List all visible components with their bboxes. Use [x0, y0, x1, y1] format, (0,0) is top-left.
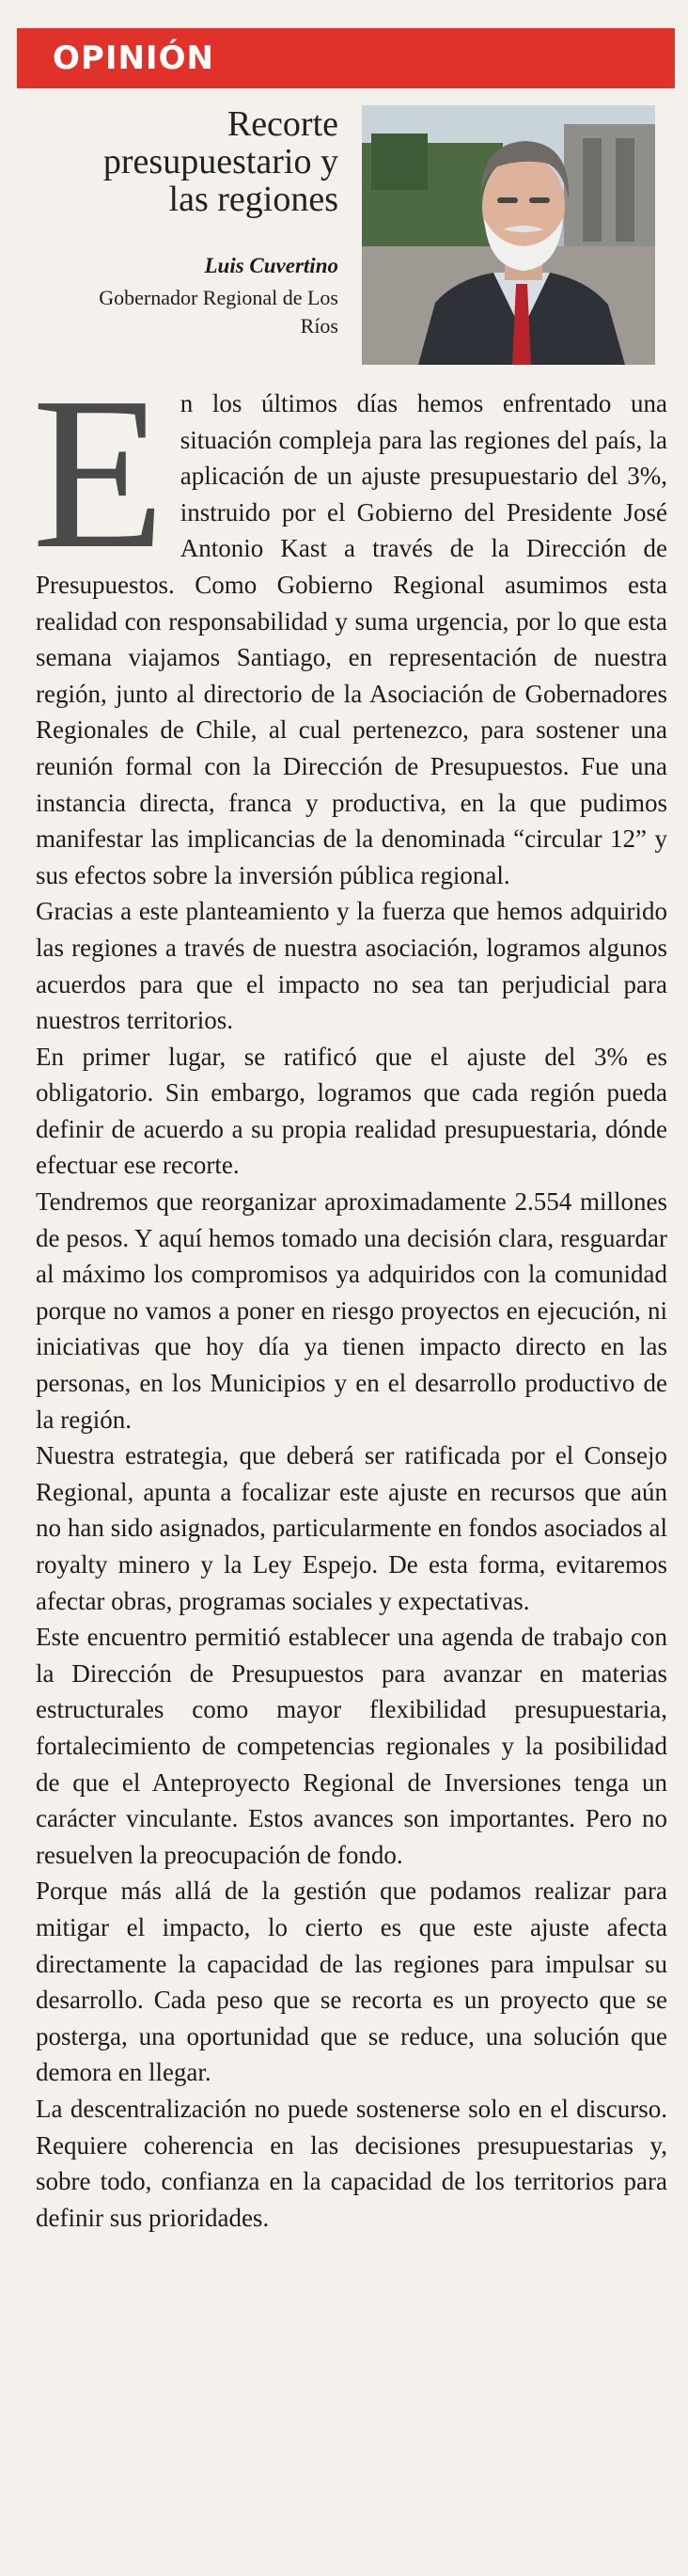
drop-cap: E: [32, 353, 165, 594]
section-label: OPINIÓN: [53, 39, 214, 77]
article-body: [32, 353, 667, 2236]
paragraph: En primer lugar, se ratificó que el ajuste del 3% es obligatorio. Sin embargo, logramos que cada región pueda definir de acuerdo a su propia realidad presupuestaria, dónde efectuar ese recorte.: [36, 1042, 667, 1180]
author-photo: [362, 105, 655, 365]
paragraph: Porque más allá de la gestión que podamos realizar para mitigar el impacto, lo cierto es que este ajuste afecta directamente la capacidad de las regiones para impulsar su desarrollo. Cada peso que se recorta es un proyecto que se posterga, una oportunidad que se reduce, una solución que demora en llegar.: [36, 1877, 667, 2087]
author-role: Gobernador Regional de Los Ríos: [99, 286, 338, 338]
section-header-bar: [17, 28, 675, 88]
paragraph: Tendremos que reorganizar aproximadamente 2.554 millones de pesos. Y aquí hemos tomado una decisión clara, resguardar al máximo los compromisos ya adquiridos con la comunidad porque no vamos a poner en riesgo proyectos en ejecución, ni iniciativas que hoy día ya tienen impacto directo en las personas, en los Municipios y en el desarrollo productivo de la región.: [36, 1187, 667, 1434]
paragraph: n los últimos días hemos enfrentado una situación compleja para las regiones del país, la aplicación de un ajuste presupuestario del 3%, instruido por el Gobierno del Presidente José Antonio Kast a través de la Dirección de Presupuestos. Como Gobierno Regional asumimos esta realidad con responsabilidad y suma urgencia, por lo que esta semana viajamos Santiago, en representación de nuestra región, junto al directorio de la Asociación de Gobernadores Regionales de Chile, al cual pertenezco, para sostener una reunión formal con la Dirección de Presupuestos. Fue una instancia directa, franca y productiva, en la que pudimos manifestar las implicancias de la denominada “circular 12” y sus efectos sobre la inversión pública regional.: [36, 389, 667, 889]
paragraph: Este encuentro permitió establecer una agenda de trabajo con la Dirección de Presupuestos para avanzar en materias estructurales como mayor flexibilidad presupuestaria, fortalecimiento de competencias regionales y la posibilidad de que el Anteproyecto Regional de Inversiones tenga un carácter vinculante. Estos avances son importantes. Pero no resuelven la preocupación de fondo.: [36, 1623, 667, 1869]
article-title: Recorte presupuestario y las regiones: [102, 104, 338, 219]
paragraph: Gracias a este planteamiento y la fuerza que hemos adquirido las regiones a través de nuestra asociación, logramos algunos acuerdos para que el impacto no sea tan perjudicial para nuestros territorios.: [36, 897, 667, 1035]
author-name: Luis Cuvertino: [204, 254, 338, 277]
paragraph: Nuestra estrategia, que deberá ser ratificada por el Consejo Regional, apunta a focalizar este ajuste en recursos que aún no han sido asignados, particularmente en fondos asociados al royalty minero y la Ley Espejo. De esta forma, evitaremos afectar obras, programas sociales y expectativas.: [36, 1441, 667, 1615]
paragraph: La descentralización no puede sostenerse solo en el discurso. Requiere coherencia en las decisiones presupuestarias y, sobre todo, confianza en la capacidad de los territorios para definir sus prioridades.: [36, 2094, 667, 2232]
